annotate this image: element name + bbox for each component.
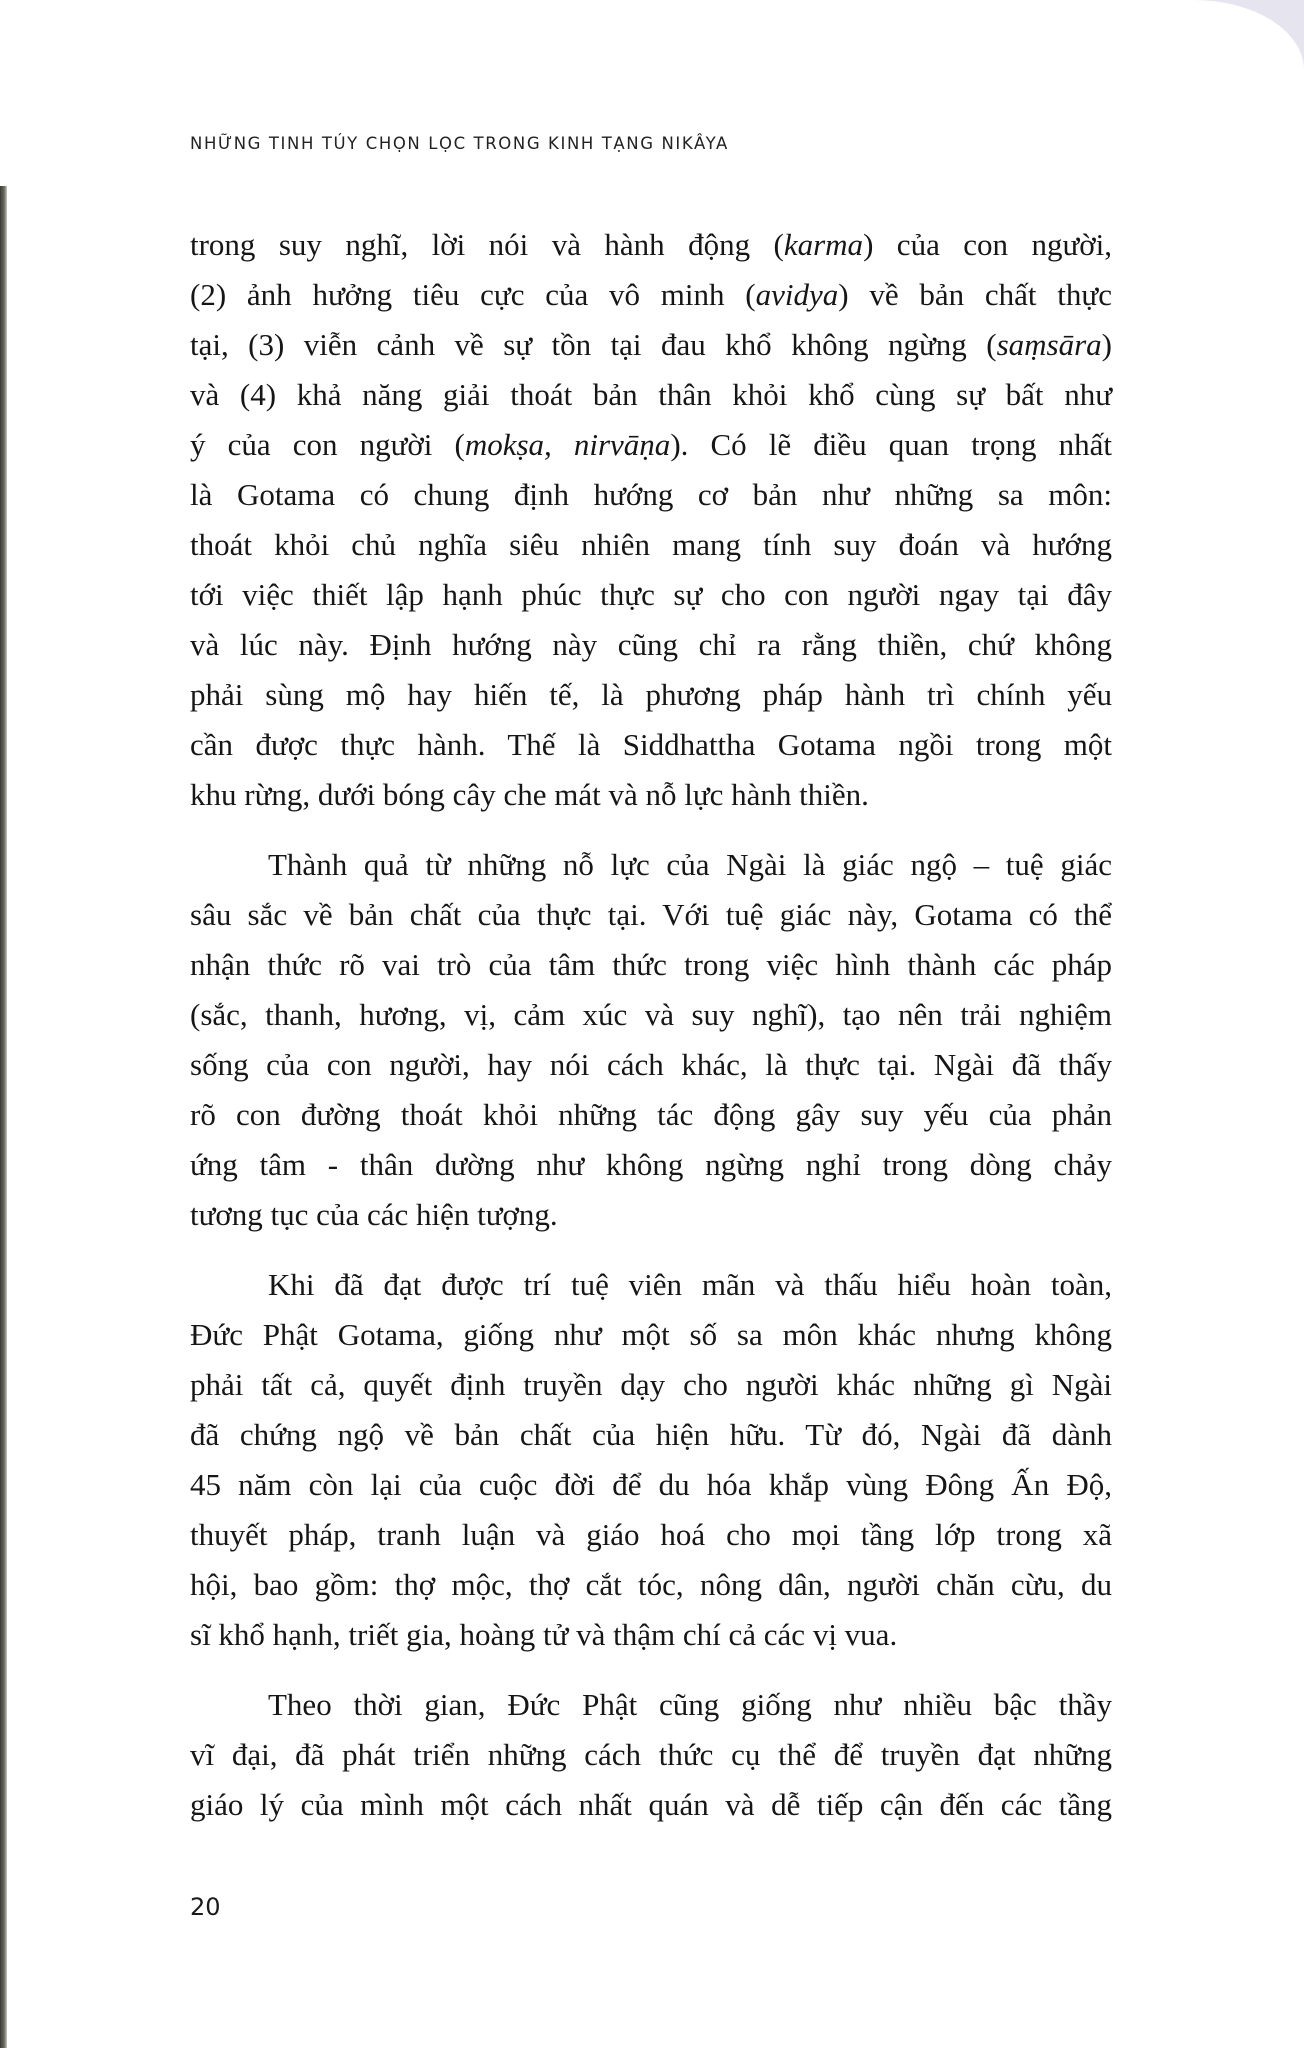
text-line (190, 725, 1112, 765)
text-line (190, 995, 1112, 1035)
text-line (190, 675, 1112, 715)
text-run: Theo thời gian, Đức Phật cũng giống như nhiều bậc thầy (268, 1687, 1112, 1722)
text-line (190, 1465, 1112, 1505)
text-run: là Gotama có chung định hướng cơ bản như những sa môn: (190, 477, 1112, 512)
text-run: phải tất cả, quyết định truyền dạy cho người khác những gì Ngài (190, 1367, 1112, 1402)
text-line (190, 1045, 1112, 1085)
text-line (190, 325, 1112, 365)
text-line (190, 1615, 1112, 1655)
italic-term: saṃsāra (996, 327, 1102, 362)
text-run: Khi đã đạt được trí tuệ viên mãn và thấu hiểu hoàn toàn, (268, 1267, 1112, 1302)
text-run: (2) ảnh hưởng tiêu cực của vô minh ( (190, 277, 756, 312)
italic-term: mokṣa, nirvāṇa (464, 427, 671, 462)
book-spine-edge (0, 186, 7, 2048)
text-line (190, 425, 1112, 465)
text-line (190, 1565, 1112, 1605)
text-run: và lúc này. Định hướng này cũng chỉ ra rằng thiền, chứ không (190, 627, 1112, 662)
text-line (268, 1265, 1112, 1305)
text-line (190, 945, 1112, 985)
italic-term: avidya (755, 277, 839, 312)
text-line (190, 775, 1112, 815)
text-run: tương tục của các hiện tượng. (190, 1197, 558, 1232)
text-run: sĩ khổ hạnh, triết gia, hoàng tử và thậm chí cả các vị vua. (190, 1617, 898, 1652)
text-line (190, 475, 1112, 515)
text-line (190, 1515, 1112, 1555)
text-run: Đức Phật Gotama, giống như một số sa môn khác nhưng không (190, 1317, 1112, 1352)
text-run: ). Có lẽ điều quan trọng nhất (670, 427, 1112, 462)
text-line (190, 1365, 1112, 1405)
text-line (190, 1095, 1112, 1135)
text-run: ) của con người, (863, 227, 1112, 262)
text-run: nhận thức rõ vai trò của tâm thức trong việc hình thành các pháp (190, 947, 1112, 982)
text-line (190, 625, 1112, 665)
text-line (190, 375, 1112, 415)
text-run: rõ con đường thoát khỏi những tác động gây suy yếu của phản (190, 1097, 1112, 1132)
text-line (190, 1315, 1112, 1355)
text-run: ) về bản chất thực (838, 277, 1112, 312)
text-run: vĩ đại, đã phát triển những cách thức cụ thể để truyền đạt những (190, 1737, 1112, 1772)
text-run: và (4) khả năng giải thoát bản thân khỏi khổ cùng sự bất như (190, 377, 1112, 412)
text-run: sống của con người, hay nói cách khác, là thực tại. Ngài đã thấy (190, 1047, 1112, 1082)
text-line (190, 225, 1112, 265)
text-run: giáo lý của mình một cách nhất quán và dễ tiếp cận đến các tầng (190, 1787, 1112, 1822)
page-number: 20 (190, 1893, 221, 1921)
text-run: thoát khỏi chủ nghĩa siêu nhiên mang tính suy đoán và hướng (190, 527, 1112, 562)
text-run: thuyết pháp, tranh luận và giáo hoá cho mọi tầng lớp trong xã (190, 1517, 1112, 1552)
text-run: Thành quả từ những nỗ lực của Ngài là giác ngộ – tuệ giác (268, 847, 1112, 882)
text-run: phải sùng mộ hay hiến tế, là phương pháp hành trì chính yếu (190, 677, 1112, 712)
running-header: NHỮNG TINH TÚY CHỌN LỌC TRONG KINH TẠNG NIKÂYA (190, 134, 729, 153)
text-line (190, 895, 1112, 935)
text-run: cần được thực hành. Thế là Siddhattha Gotama ngồi trong một (190, 727, 1112, 762)
text-run: trong suy nghĩ, lời nói và hành động ( (190, 227, 784, 262)
text-run: ứng tâm - thân dường như không ngừng nghỉ trong dòng chảy (190, 1147, 1112, 1182)
text-run: 45 năm còn lại của cuộc đời để du hóa khắp vùng Đông Ấn Độ, (190, 1467, 1112, 1502)
text-line (190, 1415, 1112, 1455)
text-run: ) (1101, 327, 1112, 362)
text-line (190, 525, 1112, 565)
text-line (190, 1785, 1112, 1825)
text-run: ý của con người ( (190, 427, 465, 462)
text-line (190, 575, 1112, 615)
text-run: hội, bao gồm: thợ mộc, thợ cắt tóc, nông dân, người chăn cừu, du (190, 1567, 1112, 1602)
text-run: khu rừng, dưới bóng cây che mát và nỗ lực hành thiền. (190, 777, 869, 812)
text-run: đã chứng ngộ về bản chất của hiện hữu. Từ đó, Ngài đã dành (190, 1417, 1112, 1452)
text-run: (sắc, thanh, hương, vị, cảm xúc và suy nghĩ), tạo nên trải nghiệm (190, 997, 1112, 1032)
text-run: sâu sắc về bản chất của thực tại. Với tuệ giác này, Gotama có thể (190, 897, 1112, 932)
text-run: tới việc thiết lập hạnh phúc thực sự cho con người ngay tại đây (190, 577, 1112, 612)
text-line (268, 1685, 1112, 1725)
text-run: tại, (3) viễn cảnh về sự tồn tại đau khổ không ngừng ( (190, 327, 997, 362)
text-line (190, 1145, 1112, 1185)
text-line (268, 845, 1112, 885)
text-line (190, 1735, 1112, 1775)
text-line (190, 1195, 1112, 1235)
italic-term: karma (783, 227, 864, 262)
text-line (190, 275, 1112, 315)
